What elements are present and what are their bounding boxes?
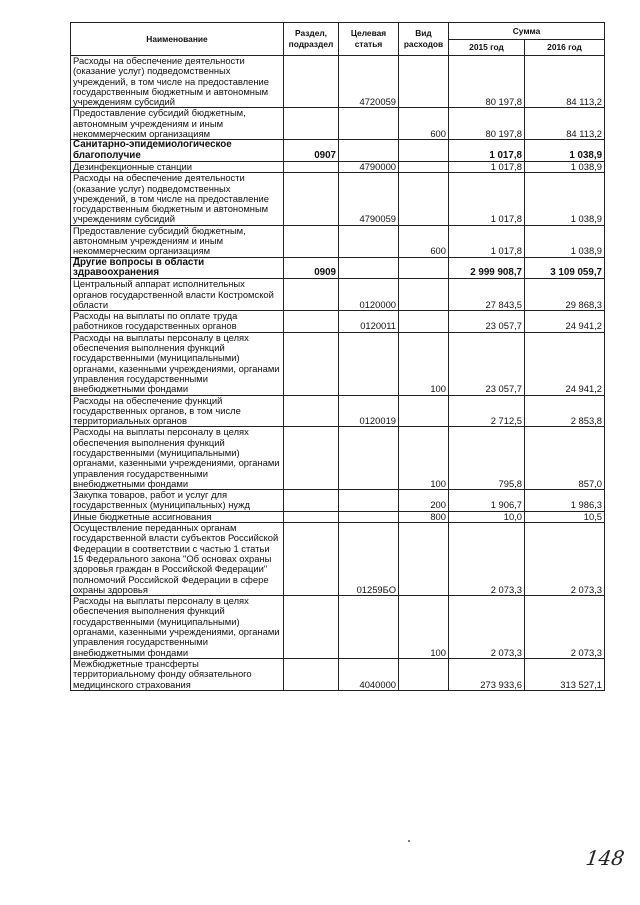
- row-name: Иные бюджетные ассигнования: [71, 511, 284, 522]
- row-target-code: 0120011: [339, 311, 399, 333]
- row-section: [284, 279, 339, 311]
- row-target-code: [339, 225, 399, 257]
- table-row: [71, 225, 605, 257]
- row-name: Другие вопросы в области здравоохранения: [71, 257, 284, 279]
- row-target-code: [339, 257, 399, 279]
- row-sum-2015: 27 843,5: [449, 279, 525, 311]
- row-name: Расходы на обеспечение деятельности (оказание услуг) подведомственных учреждений, в том числе на предоставление государственным бюджетным и автономным учреждениям субсидий: [71, 173, 284, 225]
- row-sum-2016: 1 038,9: [525, 140, 605, 162]
- table-row: [71, 173, 605, 225]
- row-expense-kind: 100: [399, 332, 449, 395]
- row-target-code: [339, 490, 399, 512]
- row-target-code: 0120000: [339, 279, 399, 311]
- row-target-code: [339, 427, 399, 490]
- row-sum-2015: 1 017,8: [449, 140, 525, 162]
- table-row: [71, 332, 605, 395]
- row-sum-2015: 23 057,7: [449, 332, 525, 395]
- row-section: [284, 332, 339, 395]
- row-expense-kind: 600: [399, 225, 449, 257]
- row-name: Расходы на обеспечение функций государственных органов, в том числе территориальных органов: [71, 395, 284, 427]
- header-year-2016: 2016 год: [525, 40, 605, 56]
- row-name: Расходы на обеспечение деятельности (оказание услуг) подведомственных учреждений, в том числе на предоставление государственным бюджетным и автономным учреждениям субсидий: [71, 56, 284, 108]
- row-section: [284, 173, 339, 225]
- row-sum-2016: 24 941,2: [525, 311, 605, 333]
- row-expense-kind: [399, 658, 449, 690]
- row-sum-2015: 1 017,8: [449, 225, 525, 257]
- row-sum-2015: 795,8: [449, 427, 525, 490]
- header-target: Целевая статья: [339, 23, 399, 56]
- row-sum-2016: 2 073,3: [525, 523, 605, 596]
- row-section: 0909: [284, 257, 339, 279]
- header-year-2015: 2015 год: [449, 40, 525, 56]
- stray-dot: [408, 840, 410, 842]
- row-section: [284, 658, 339, 690]
- row-target-code: 01259БО: [339, 523, 399, 596]
- table-row: [71, 108, 605, 140]
- row-section: [284, 161, 339, 172]
- header-sum: Сумма: [449, 23, 605, 40]
- row-target-code: [339, 140, 399, 162]
- row-sum-2016: 29 868,3: [525, 279, 605, 311]
- row-name: Предоставление субсидий бюджетным, автономным учреждениям и иным некоммерческим организациям: [71, 108, 284, 140]
- row-expense-kind: [399, 161, 449, 172]
- row-section: [284, 395, 339, 427]
- row-sum-2015: 2 712,5: [449, 395, 525, 427]
- row-sum-2015: 273 933,6: [449, 658, 525, 690]
- row-sum-2016: 313 527,1: [525, 658, 605, 690]
- row-target-code: 4790059: [339, 173, 399, 225]
- row-target-code: [339, 596, 399, 659]
- row-name: Расходы на выплаты по оплате труда работников государственных органов: [71, 311, 284, 333]
- row-target-code: [339, 108, 399, 140]
- row-name: Осуществление переданных органам государственной власти субъектов Российской Федерации в соответствии с частью 1 статьи 15 Федерального закона "Об основах охраны здоровья граждан в Российской Федерации" полномочий Российской Федерации в сфере охраны здоровья: [71, 523, 284, 596]
- row-name: Расходы на выплаты персоналу в целях обеспечения выполнения функций государственными (муниципальными) органами, казенными учреждениями, органами управления государственными внебюджетными фондами: [71, 332, 284, 395]
- header-kind: Вид расходов: [399, 23, 449, 56]
- budget-table: [70, 22, 605, 691]
- table-row: [71, 140, 605, 162]
- table-body: [71, 56, 605, 691]
- row-expense-kind: [399, 257, 449, 279]
- row-expense-kind: [399, 140, 449, 162]
- row-sum-2016: 1 038,9: [525, 225, 605, 257]
- header-section: Раздел, подраздел: [284, 23, 339, 56]
- row-sum-2015: 2 999 908,7: [449, 257, 525, 279]
- row-sum-2016: 10,5: [525, 511, 605, 522]
- row-sum-2015: 2 073,3: [449, 523, 525, 596]
- table-row: [71, 395, 605, 427]
- row-sum-2016: 3 109 059,7: [525, 257, 605, 279]
- row-expense-kind: [399, 279, 449, 311]
- row-name: Санитарно-эпидемиологическое благополучие: [71, 140, 284, 162]
- row-sum-2015: 10,0: [449, 511, 525, 522]
- row-section: [284, 311, 339, 333]
- row-name: Расходы на выплаты персоналу в целях обеспечения выполнения функций государственными (муниципальными) органами, казенными учреждениями, органами управления государственными внебюджетными фондами: [71, 427, 284, 490]
- row-section: [284, 490, 339, 512]
- row-sum-2016: 2 853,8: [525, 395, 605, 427]
- table-row: [71, 511, 605, 522]
- row-section: 0907: [284, 140, 339, 162]
- row-sum-2015: 80 197,8: [449, 108, 525, 140]
- row-target-code: [339, 511, 399, 522]
- row-sum-2015: 80 197,8: [449, 56, 525, 108]
- row-expense-kind: [399, 173, 449, 225]
- row-name: Расходы на выплаты персоналу в целях обеспечения выполнения функций государственными (муниципальными) органами, казенными учреждениями, органами управления государственными внебюджетными фондами: [71, 596, 284, 659]
- table-row: [71, 596, 605, 659]
- row-sum-2016: 1 038,9: [525, 173, 605, 225]
- row-sum-2015: 2 073,3: [449, 596, 525, 659]
- table-row: [71, 161, 605, 172]
- row-target-code: [339, 332, 399, 395]
- row-sum-2015: 1 906,7: [449, 490, 525, 512]
- table-row: [71, 311, 605, 333]
- row-name: Дезинфекционные станции: [71, 161, 284, 172]
- row-expense-kind: 100: [399, 427, 449, 490]
- row-expense-kind: [399, 395, 449, 427]
- row-target-code: 0120019: [339, 395, 399, 427]
- table-row: [71, 279, 605, 311]
- row-expense-kind: [399, 311, 449, 333]
- row-section: [284, 427, 339, 490]
- row-sum-2016: 2 073,3: [525, 596, 605, 659]
- table-row: [71, 490, 605, 512]
- row-section: [284, 511, 339, 522]
- row-sum-2016: 1 038,9: [525, 161, 605, 172]
- table-row: [71, 56, 605, 108]
- row-expense-kind: 800: [399, 511, 449, 522]
- row-target-code: 4040000: [339, 658, 399, 690]
- row-section: [284, 523, 339, 596]
- row-expense-kind: [399, 56, 449, 108]
- row-expense-kind: 200: [399, 490, 449, 512]
- row-sum-2016: 1 986,3: [525, 490, 605, 512]
- row-name: Закупка товаров, работ и услуг для государственных (муниципальных) нужд: [71, 490, 284, 512]
- row-section: [284, 225, 339, 257]
- row-section: [284, 108, 339, 140]
- header-name: Наименование: [71, 23, 284, 56]
- row-target-code: 4790000: [339, 161, 399, 172]
- row-sum-2015: 1 017,8: [449, 161, 525, 172]
- row-sum-2016: 24 941,2: [525, 332, 605, 395]
- row-target-code: 4720059: [339, 56, 399, 108]
- row-sum-2016: 857,0: [525, 427, 605, 490]
- row-section: [284, 596, 339, 659]
- table-row: [71, 658, 605, 690]
- row-sum-2015: 23 057,7: [449, 311, 525, 333]
- row-name: Предоставление субсидий бюджетным, автономным учреждениям и иным некоммерческим организациям: [71, 225, 284, 257]
- row-section: [284, 56, 339, 108]
- row-sum-2015: 1 017,8: [449, 173, 525, 225]
- row-expense-kind: 100: [399, 596, 449, 659]
- row-expense-kind: [399, 523, 449, 596]
- table-row: [71, 427, 605, 490]
- page-number: 148: [584, 846, 626, 870]
- row-sum-2016: 84 113,2: [525, 108, 605, 140]
- table-row: [71, 257, 605, 279]
- row-name: Центральный аппарат исполнительных органов государственной власти Костромской области: [71, 279, 284, 311]
- row-expense-kind: 600: [399, 108, 449, 140]
- table-row: [71, 523, 605, 596]
- row-name: Межбюджетные трансферты территориальному фонду обязательного медицинского страхования: [71, 658, 284, 690]
- row-sum-2016: 84 113,2: [525, 56, 605, 108]
